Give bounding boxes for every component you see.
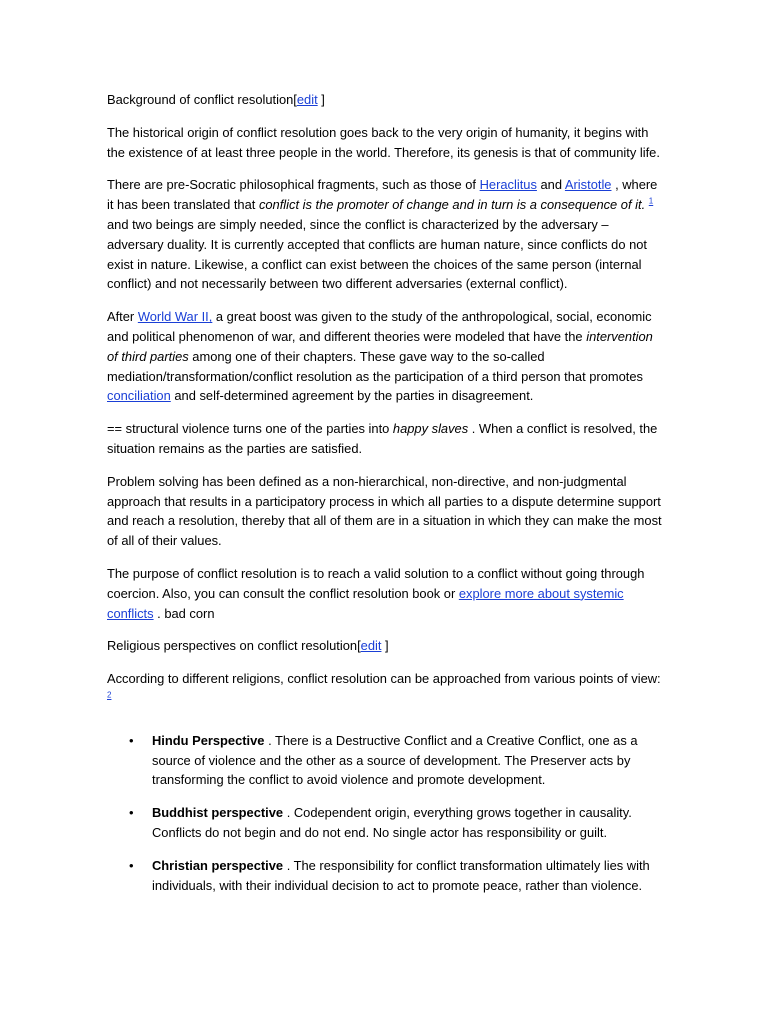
bullet-icon: • [129, 805, 134, 821]
section-heading-background [107, 90, 663, 110]
conciliation-link[interactable]: conciliation [107, 388, 171, 404]
text-run: == structural violence turns one of the parties into [107, 421, 390, 437]
heading-bracket: ] [385, 638, 389, 654]
text-run: and [540, 177, 563, 193]
text-run: . bad corn [157, 605, 215, 621]
bullet-icon: • [129, 857, 134, 873]
systemic-conflicts-link[interactable]: explore more about systemic conflicts [107, 585, 624, 621]
paragraph-religions-intro [107, 669, 663, 709]
list-item-christian [107, 856, 663, 896]
item-text: . Codependent origin, everything grows together in causality. Conflicts do not begin and do not end. No single actor has responsibility or guilt. [152, 805, 632, 840]
aristotle-link[interactable]: Aristotle [564, 177, 612, 193]
list-item-buddhist [107, 803, 663, 843]
perspectives-list [107, 731, 663, 896]
footnote-link[interactable]: 2 [107, 690, 112, 700]
paragraph-problem-solving: Problem solving has been defined as a non-hierarchical, non-directive, and non-judgmental approach that results in a participatory process in which all parties to a dispute determine support and reach a resolution, thereby that all of them are in a situation in which they can make the most of all of their values. [107, 473, 662, 549]
italic-quote: conflict is the promoter of change and in turn is a consequence of it. [258, 197, 646, 213]
text-run: According to different religions, conflict resolution can be approached from various points of view: [107, 671, 661, 687]
text-run: After [107, 309, 135, 325]
document-body [107, 90, 663, 908]
paragraph-presocratic [107, 175, 663, 294]
italic-phrase: happy slaves [392, 421, 469, 437]
italic-phrase: intervention of third parties [107, 328, 653, 364]
paragraph-purpose [107, 564, 663, 623]
edit-link[interactable]: edit [360, 638, 382, 654]
list-item-hindu [107, 731, 663, 790]
item-title: Hindu Perspective [152, 732, 265, 748]
bullet-icon: • [129, 732, 134, 748]
heraclitus-link[interactable]: Heraclitus [479, 177, 537, 193]
text-run: and two beings are simply needed, since the conflict is characterized by the adversary – adversary duality. It is currently accepted that conflicts are human nature, since conflicts do not exist in nature. Likewise, a conflict can exist between the choices of the same person (internal conflict) and not necessarily between two different adversaries (external conflict). [107, 216, 648, 292]
paragraph-ww2 [107, 307, 663, 406]
text-run: . When a conflict is resolved, the situation remains as the parties are satisfied. [107, 421, 658, 456]
item-title: Christian perspective [152, 857, 284, 873]
text-run: a great boost was given to the study of the anthropological, social, economic and political phenomenon of war, and different theories were modeled that have the [107, 309, 652, 344]
world-war-ii-link[interactable]: World War II, [137, 309, 213, 325]
text-run: and self-determined agreement by the parties in disagreement. [174, 388, 534, 404]
text-run: The purpose of conflict resolution is to reach a valid solution to a conflict without going through coercion. Also, you can consult the conflict resolution book or [107, 565, 645, 601]
text-run: among one of their chapters. These gave way to the so-called mediation/transformation/conflict resolution as the participation of a third person that promotes [107, 348, 643, 384]
paragraph-structural-violence [107, 419, 663, 459]
footnote-link[interactable]: 1 [648, 196, 654, 206]
item-text: . The responsibility for conflict transformation ultimately lies with individuals, with their individual decision to act to promote peace, rather than violence. [152, 857, 650, 893]
text-run: There are pre-Socratic philosophical fragments, such as those of [107, 177, 477, 193]
heading-bracket: ] [321, 92, 325, 107]
paragraph-origin: The historical origin of conflict resolution goes back to the very origin of humanity, it begins with the existence of at least three people in the world. Therefore, its genesis is that of community life. [107, 124, 660, 160]
edit-link[interactable]: edit [296, 92, 318, 107]
section-heading-religious [107, 636, 663, 656]
heading-text: Religious perspectives on conflict resolution[ [107, 638, 361, 654]
item-title: Buddhist perspective [152, 805, 284, 821]
heading-text: Background of conflict resolution[ [107, 92, 297, 107]
item-text: . There is a Destructive Conflict and a Creative Conflict, one as a source of violence and the other as a source of development. The Preserver acts by transforming the conflict to avoid violence and promote development. [152, 732, 638, 788]
text-run: , where it has been translated that [107, 177, 658, 213]
